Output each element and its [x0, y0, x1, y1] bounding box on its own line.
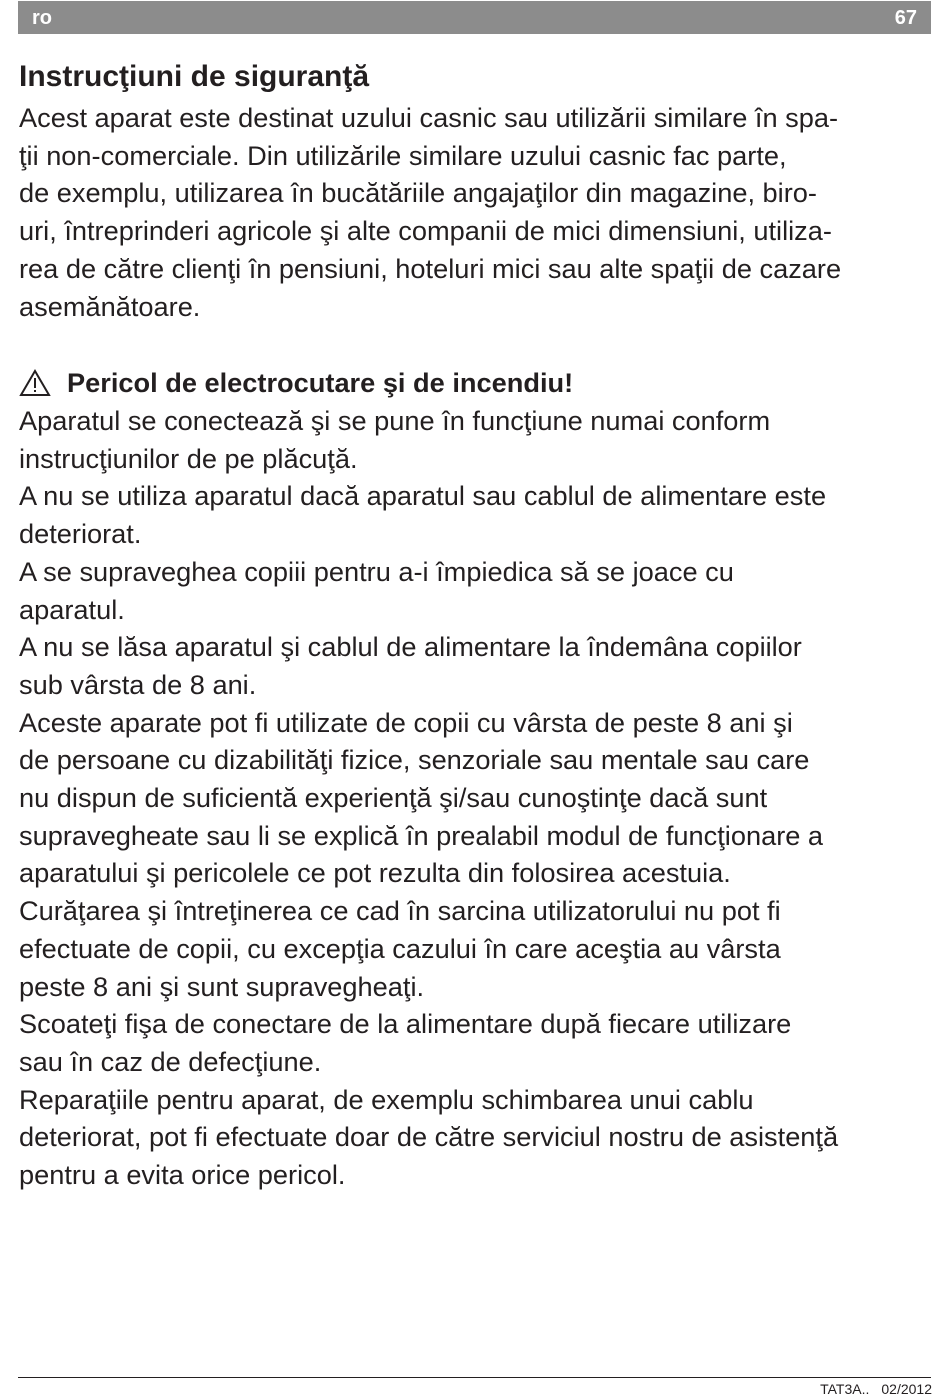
- text-line: rea de către clienţi în pensiuni, hoteluri mici sau alte spaţii de cazare: [19, 252, 842, 284]
- text-line: aparatul.: [19, 593, 125, 625]
- warning-triangle-icon: [19, 369, 51, 397]
- text-line: peste 8 ani şi sunt supravegheaţi.: [19, 970, 425, 1002]
- text-line: Aparatul se conectează şi se pune în funcţiune numai conform: [19, 405, 771, 436]
- text-line: sub vârsta de 8 ani.: [19, 668, 257, 700]
- text-line: Reparaţiile pentru aparat, de exemplu schimbarea unui cablu: [19, 1083, 754, 1115]
- text-line: de exemplu, utilizarea în bucătăriile angajaţilor din magazine, biro-: [19, 177, 817, 209]
- footer-divider: [18, 1377, 931, 1378]
- text-line: efectuate de copii, cu excepţia cazului în care aceştia au vârsta: [19, 932, 781, 964]
- text-line: A se supraveghea copiii pentru a-i împiedica să se joace cu: [19, 555, 734, 587]
- warning-heading: [19, 364, 573, 402]
- text-line: deteriorat.: [19, 518, 142, 550]
- footer-date: 02/2012: [881, 1381, 932, 1397]
- footer-document-info: [820, 1381, 932, 1397]
- safety-instructions: [19, 402, 939, 1194]
- text-line: Aceste aparate pot fi utilizate de copii cu vârsta de peste 8 ani şi: [19, 706, 793, 738]
- footer-model-code: TAT3A..: [820, 1381, 870, 1397]
- text-line: ţii non-comerciale. Din utilizările similare uzului casnic fac parte,: [19, 139, 787, 171]
- text-line: deteriorat, pot fi efectuate doar de către serviciul nostru de asistenţă: [19, 1121, 839, 1153]
- text-line: de persoane cu dizabilităţi fizice, senzoriale sau mentale sau care: [19, 744, 810, 776]
- intro-paragraph: [19, 99, 939, 325]
- text-line: instrucţiunilor de pe plăcuţă.: [19, 442, 358, 474]
- warning-heading-text: Pericol de electrocutare şi de incendiu!: [67, 367, 574, 398]
- page-header-bar: [18, 1, 931, 34]
- text-line: A nu se lăsa aparatul şi cablul de alimentare la îndemâna copiilor: [19, 631, 802, 663]
- page-title: Instrucţiuni de siguranţă: [19, 60, 370, 93]
- language-code: ro: [32, 7, 52, 29]
- text-line: Curăţarea şi întreţinerea ce cad în sarcina utilizatorului nu pot fi: [19, 895, 781, 927]
- text-line: asemănătoare.: [19, 290, 201, 322]
- text-line: uri, întreprinderi agricole şi alte companii de mici dimensiuni, utiliza-: [19, 215, 832, 247]
- text-line: pentru a evita orice pericol.: [19, 1159, 346, 1191]
- text-line: aparatului şi pericolele ce pot rezulta din folosirea acestuia.: [19, 857, 731, 889]
- text-line: Scoateţi fişa de conectare de la alimentare după fiecare utilizare: [19, 1008, 792, 1040]
- text-line: A nu se utiliza aparatul dacă aparatul sau cablul de alimentare este: [19, 480, 827, 512]
- text-line: Acest aparat este destinat uzului casnic sau utilizării similare în spa-: [19, 102, 839, 133]
- page-number: 67: [894, 7, 917, 29]
- text-line: sau în caz de defecţiune.: [19, 1045, 322, 1077]
- text-line: nu dispun de suficientă experienţă şi/sau cunoştinţe dacă sunt: [19, 782, 768, 814]
- text-line: supravegheate sau li se explică în prealabil modul de funcţionare a: [19, 819, 824, 851]
